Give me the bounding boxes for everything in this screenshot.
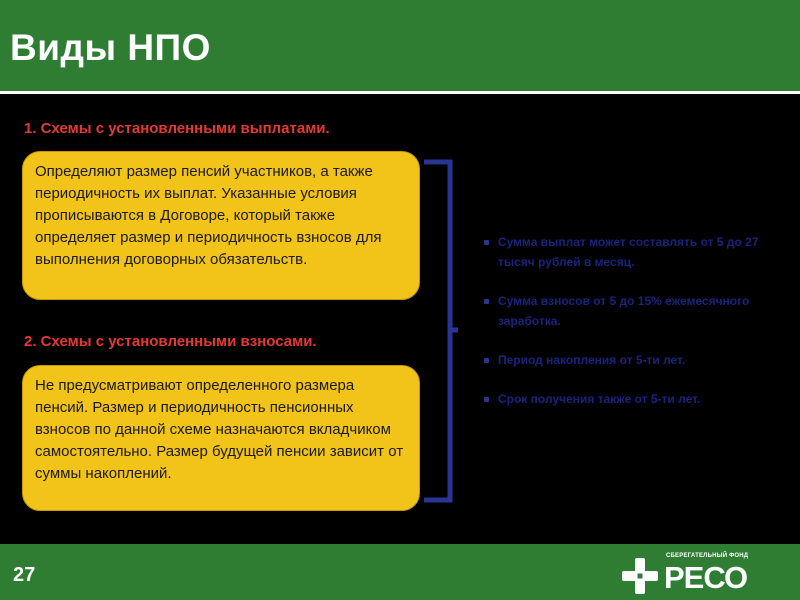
section-heading-fixed-payments: 1. Схемы с установленными выплатами. [24, 120, 330, 137]
details-list [482, 232, 798, 428]
slide-footer [0, 544, 800, 600]
fixed-payments-description: Определяют размер пенсий участников, а также периодичность их выплат. Указанные условия прописываются в Договоре, который также определяет размер и периодичность взносов для выполнения договорных обязательств. [35, 163, 382, 268]
list-item: Срок получения также от 5-ти лет. [482, 389, 798, 409]
slide-header [0, 0, 800, 94]
right-bracket-icon [420, 158, 460, 504]
reso-cross-icon [620, 556, 660, 596]
list-item: Сумма выплат может составлять от 5 до 27 тысяч рублей в месяц. [482, 232, 798, 272]
list-item: Период накопления от 5-ти лет. [482, 350, 798, 370]
logo-caption: СБЕРЕГАТЕЛЬНЫЙ ФОНД [666, 553, 749, 559]
section-heading-fixed-contributions: 2. Схемы с установленными взносами. [24, 333, 317, 350]
reso-logo [618, 550, 778, 596]
page-number: 27 [13, 564, 36, 586]
fixed-payments-card [22, 151, 420, 300]
list-item: Сумма взносов от 5 до 15% ежемесячного заработка. [482, 291, 798, 331]
fixed-contributions-card [22, 365, 420, 511]
logo-wordmark: РЕСО [664, 560, 748, 595]
fixed-contributions-description: Не предусматривают определенного размера пенсий. Размер и периодичность пенсионных взносов по данной схеме назначаются вкладчиком самостоятельно. Размер будущей пенсии зависит от суммы накоплений. [35, 377, 404, 482]
slide-title: Виды НПО [10, 27, 211, 68]
